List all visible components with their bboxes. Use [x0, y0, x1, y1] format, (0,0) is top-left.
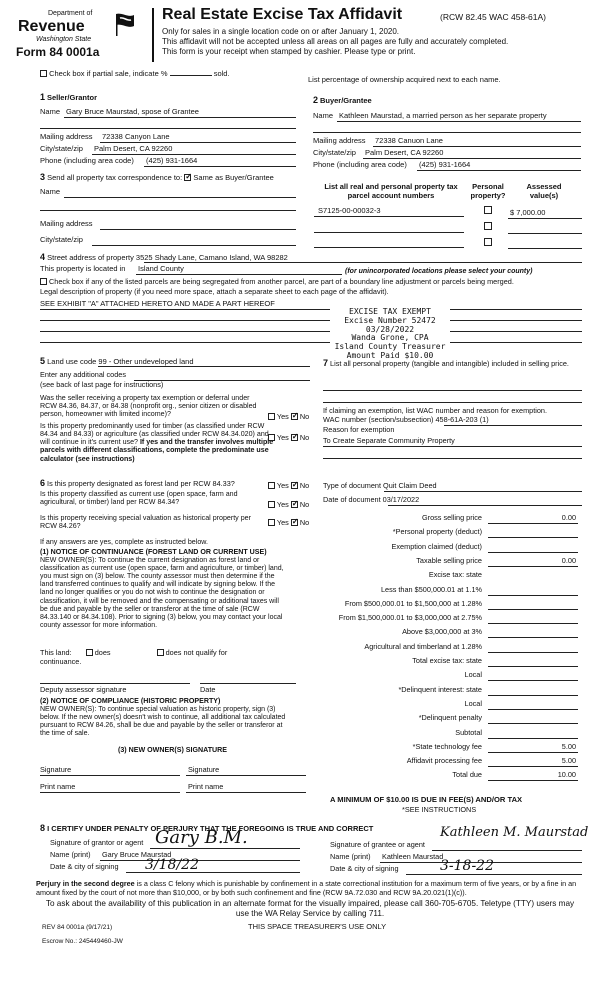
- see-back-note: (see back of last page for instructions): [40, 380, 164, 389]
- tax-row-line: [488, 666, 578, 667]
- property-street-row: 4 Street address of property 3525 Shady Lane, Camano Island, WA 98282: [40, 252, 288, 262]
- header-divider: [152, 8, 154, 62]
- doc-date-field[interactable]: 03/17/2022: [382, 495, 420, 504]
- tax-row-label: Total due: [452, 770, 482, 779]
- notice2-title: (2) NOTICE OF COMPLIANCE (HISTORIC PROPERTY): [40, 697, 221, 705]
- tax-row-label: Gross selling price: [421, 513, 482, 522]
- personal-property-checkbox-1[interactable]: [484, 206, 492, 214]
- seller-heading: 1 Seller/Grantor: [40, 92, 97, 102]
- located-field[interactable]: Island County: [138, 264, 184, 273]
- corr-city-label: City/state/zip: [40, 235, 83, 244]
- see-instructions: *SEE INSTRUCTIONS: [402, 805, 477, 814]
- legal-line-4: [40, 342, 330, 343]
- tax-row-label: From $500,000.01 to $1,500,000 at 1.28%: [344, 599, 482, 608]
- tax-row-value[interactable]: 5.00: [561, 756, 576, 765]
- buyer-heading: 2 Buyer/Grantee: [313, 95, 372, 105]
- personal-property-checkbox-3[interactable]: [484, 238, 492, 246]
- tax-row-label: *State technology fee: [412, 742, 482, 751]
- additional-codes-label: Enter any additional codes: [40, 370, 126, 379]
- tax-row-value[interactable]: 0.00: [561, 513, 576, 522]
- exemption-no-checkbox[interactable]: [291, 413, 298, 420]
- exemption-yn: Yes ✓ No: [268, 413, 309, 421]
- located-note: (for unincorporated locations please select your county): [345, 268, 533, 275]
- notice1-body: NEW OWNER(S): To continue the current designation as forest land or classification as current use (open space, farm and agriculture, or timber) land, you must sign on (3) below. The county assessor must then determine if the land transferred continues to qualify and will indicate by signing below. If the land no longer qualifies or you do not wish to continue the designation or classification, it will be removed and the compensating or additional taxes will be due and payable by the seller or transferor at the time of sale (RCW 84.33.140 or 84.34.108). Prior to signing (3) below, you may contact your local county assessor for more information.: [40, 557, 284, 629]
- ownership-note: List percentage of ownership acquired next to each name.: [308, 75, 501, 84]
- buyer-city-label: City/state/zip: [313, 148, 356, 157]
- timber-question: Is this property predominantly used for timber (as classified under RCW 84.34 and 84.33) or agriculture (as classified under RCW 84.34.020) and will continue in it's current use? If yes and the transfer involves multiple parcels with different classifications, complete the predominate use calculator (see instructions): [40, 422, 274, 463]
- historic-yes-checkbox[interactable]: [268, 519, 275, 526]
- flag-icon: [114, 12, 136, 36]
- deputy-date-label: Date: [200, 685, 216, 694]
- new-owner-sig-line-1[interactable]: [40, 775, 180, 776]
- forest-yes-checkbox[interactable]: [268, 482, 275, 489]
- form-title: Real Estate Excise Tax Affidavit: [162, 6, 403, 23]
- tax-row-line: [488, 723, 578, 724]
- notice2-body: NEW OWNER(S): To continue special valuation as historic property, sign (3) below. If the new owner(s) doesn't wish to continue, all additional tax calculated pursuant to RCW 84.26, shall be due and payable by the seller or transferor at the time of sale.: [40, 706, 286, 738]
- buyer-mail-line: [373, 146, 581, 147]
- grantor-date-line: [126, 872, 300, 873]
- personal-property-row: 7 List all personal property (tangible and intangible) included in selling price.: [323, 358, 569, 368]
- historic-question: Is this property receiving special valuation as historical property per RCW 84.26?: [40, 514, 251, 531]
- print-name-label-1: Print name: [40, 782, 76, 791]
- personal-property-checkbox-2[interactable]: [484, 222, 492, 230]
- tax-row-value[interactable]: 0.00: [561, 556, 576, 565]
- tax-row-line: [488, 595, 578, 596]
- current-use-question: Is this property classified as current use (open space, farm and agricultural, or timber) land per RCW 84.34?: [40, 490, 238, 507]
- tax-row-line: [488, 652, 578, 653]
- state-name: Washington State: [36, 36, 92, 43]
- seller-name-label: Name: [40, 107, 61, 116]
- corr-city-line[interactable]: [92, 245, 296, 246]
- buyer-mail-field[interactable]: 72338 Canuon Lane: [375, 136, 443, 145]
- tax-row-label: Local: [464, 670, 482, 679]
- tax-row-value[interactable]: 5.00: [561, 742, 576, 751]
- grantee-sig-line: [432, 850, 582, 851]
- grantee-date-field[interactable]: 3-18-22: [440, 858, 494, 874]
- legal-description[interactable]: SEE EXHIBIT "A" ATTACHED HERETO AND MADE A PART HEREOF: [40, 299, 275, 308]
- grantor-signature[interactable]: Gary B.M.: [155, 827, 248, 848]
- tax-row-line: [488, 695, 578, 696]
- tax-row-label: Affidavit processing fee: [406, 756, 482, 765]
- tax-row-label: Above $3,000,000 at 3%: [402, 627, 482, 636]
- corr-mail-label: Mailing address: [40, 219, 93, 228]
- corr-name-label: Name: [40, 187, 61, 196]
- buyer-name-label: Name: [313, 111, 334, 120]
- doc-date-line: [388, 505, 582, 506]
- exemption-question: Was the seller receiving a property tax exemption or deferral under RCW 84.36, 84.37, or 84.38 (nonprofit org., senior citizen or disabled person, homeowner with limited income)?: [40, 394, 257, 419]
- print-name-line-1[interactable]: [40, 792, 180, 793]
- grantor-sig-label: Signature of grantor or agent: [50, 838, 144, 847]
- reason-field[interactable]: To Create Separate Community Property: [323, 436, 455, 445]
- value-line-3[interactable]: [508, 248, 582, 249]
- located-line: [136, 274, 342, 275]
- grantee-name-label: Name (print): [330, 852, 371, 861]
- partial-sale-label: Check box if partial sale, indicate %: [49, 69, 168, 78]
- grantor-name-label: Name (print): [50, 850, 91, 859]
- tax-row-line: [488, 637, 578, 638]
- tax-row-label: Subtotal: [455, 728, 482, 737]
- reason-line: [323, 446, 582, 447]
- perjury-notice: Perjury in the second degree is a class C felony which is punishable by confinement in a state correctional institution for a maximum term of five years, or by a fine in an amount fixed by the court of not more than $10,000, or by both such confinement and fine (RCW 9A.72.030 and RCW 9A.20.021(1)(c)).: [36, 879, 577, 897]
- wac-row: WAC number (section/subsection) 458-61A-203 (1): [323, 415, 489, 424]
- doc-type-field[interactable]: Quit Claim Deed: [383, 481, 437, 490]
- tax-row-label: Taxable selling price: [416, 556, 482, 565]
- header-line-2: This affidavit will not be accepted unless all areas on all pages are fully and accurately completed.: [162, 37, 509, 46]
- tax-row-label: Total excise tax: state: [412, 656, 482, 665]
- grantee-date-label: Date & city of signing: [330, 864, 399, 873]
- grantee-date-line: [406, 874, 582, 875]
- parcel-line-2[interactable]: [314, 232, 464, 233]
- buyer-phone-line: [417, 170, 581, 171]
- accessibility-note: To ask about the availability of this publication in an alternate format for the visually impaired, please call 360-705-6705. Teletype (TTY) users may use the WA Relay Service by calling 711.: [45, 899, 575, 919]
- land-does-not-checkbox[interactable]: [157, 649, 164, 656]
- header-line-3: This form is your receipt when stamped by cashier. Please type or print.: [162, 47, 416, 56]
- tax-row-label: Exemption claimed (deduct): [391, 542, 482, 551]
- buyer-city-line: [363, 158, 581, 159]
- certify-heading: 8 I CERTIFY UNDER PENALTY OF PERJURY THAT THE FOREGOING IS TRUE AND CORRECT: [40, 823, 374, 833]
- notice3-title: (3) NEW OWNER(S) SIGNATURE: [118, 746, 228, 754]
- exemption-claim-note: If claiming an exemption, list WAC number and reason for exemption.: [323, 406, 548, 415]
- parcels-col-header: List all real and personal property tax parcel account numbers: [324, 182, 458, 200]
- buyer-mail-label: Mailing address: [313, 136, 366, 145]
- legal-line-4r: [450, 342, 582, 343]
- buyer-name-line: [337, 121, 581, 122]
- deputy-label: Deputy assessor signature: [40, 685, 127, 694]
- seller-name-field[interactable]: Gary Bruce Maurstad, spose of Grantee: [66, 107, 199, 116]
- historic-yn: Yes ✓ No: [268, 519, 309, 527]
- seller-city-label: City/state/zip: [40, 144, 83, 153]
- assessed-value-1[interactable]: $ 7,000.00: [510, 208, 546, 217]
- personal-line-2[interactable]: [323, 402, 582, 403]
- seller-name-line-2: [40, 128, 296, 129]
- legal-line-2r: [450, 320, 582, 321]
- grantee-name-field[interactable]: Kathleen Maurstad: [382, 852, 444, 861]
- grantor-date-field[interactable]: 3/18/22: [145, 857, 199, 873]
- treasurer-use: THIS SPACE TREASURER'S USE ONLY: [248, 922, 387, 931]
- legal-line-1: [40, 309, 582, 310]
- print-name-line-2[interactable]: [186, 792, 306, 793]
- exemption-yes-checkbox[interactable]: [268, 413, 275, 420]
- current-use-no-checkbox[interactable]: [291, 501, 298, 508]
- buyer-phone-field[interactable]: (425) 931-1664: [419, 160, 471, 169]
- seller-city-line: [92, 154, 296, 155]
- seller-phone-line: [144, 166, 296, 167]
- rcw-reference: (RCW 82.45 WAC 458-61A): [440, 12, 546, 22]
- grantor-date-label: Date & city of signing: [50, 862, 119, 871]
- wac-field[interactable]: 458-61A-203 (1): [435, 415, 489, 424]
- buyer-phone-label: Phone (including area code): [313, 160, 407, 169]
- minimum-due-note: A MINIMUM OF $10.00 IS DUE IN FEE(S) AND/OR TAX: [330, 795, 523, 804]
- reason-label: Reason for exemption: [323, 425, 395, 434]
- grantor-name-line: [100, 860, 300, 861]
- tax-row-line: [488, 609, 578, 610]
- new-owner-sig-line-2[interactable]: [186, 775, 306, 776]
- landuse-row: 5 Land use code 99 - Other undeveloped land: [40, 356, 194, 366]
- doc-type-row: Type of document Quit Claim Deed: [323, 481, 437, 490]
- tax-row-label: *Delinquent interest: state: [398, 685, 482, 694]
- tax-row-label: From $1,500,000.01 to $3,000,000 at 2.75%: [338, 613, 482, 622]
- print-name-label-2: Print name: [188, 782, 224, 791]
- wac-line: [444, 425, 582, 426]
- escrow-number: Escrow No.: 245449460-JW: [42, 938, 123, 945]
- landuse-field[interactable]: 99 - Other undeveloped land: [98, 357, 194, 366]
- landuse-line: [98, 366, 310, 367]
- forest-question: 6 Is this property designated as forest land per RCW 84.33?: [40, 478, 235, 488]
- tax-row-line: [488, 766, 578, 767]
- excise-exempt-stamp: EXCISE TAX EXEMPT Excise Number 52472 03/28/2022 Wanda Grone, CPA Island County Treasurer Amount Paid $10.00: [330, 308, 450, 361]
- grantor-name-field[interactable]: Gary Bruce Maurstad: [102, 850, 172, 859]
- this-land-row: This land: does does not qualify for: [40, 648, 228, 657]
- partial-sale-checkbox[interactable]: [40, 70, 47, 77]
- street-line: [144, 262, 582, 263]
- tax-row-label: Less than $500,000.01 at 1.1%: [380, 585, 482, 594]
- tax-row-line: [488, 566, 578, 567]
- tax-row-line: [488, 680, 578, 681]
- deputy-sig-line[interactable]: [40, 683, 190, 684]
- tax-row-label: Agricultural and timberland at 1.28%: [364, 642, 482, 651]
- tax-row-line: [488, 537, 578, 538]
- located-label: This property is located in: [40, 264, 126, 273]
- grantee-sig-label: Signature of grantee or agent: [330, 840, 425, 849]
- segregated-checkbox[interactable]: [40, 278, 47, 285]
- tax-row-label: *Delinquent penalty: [418, 713, 482, 722]
- tax-row-label: Local: [464, 699, 482, 708]
- segregated-row: Check box if any of the listed parcels are being segregated from another parcel, are part of a boundary line adjustment or parcels being merged.: [40, 278, 514, 286]
- revision-label: REV 84 0001a (9/17/21): [42, 924, 113, 931]
- historic-no-checkbox[interactable]: [291, 519, 298, 526]
- tax-row-value[interactable]: 10.00: [557, 770, 576, 779]
- tax-row-line: [488, 552, 578, 553]
- current-use-yn: Yes ✓ No: [268, 501, 309, 509]
- legal-line-3: [40, 331, 330, 332]
- partial-sale-label-end: sold.: [213, 69, 230, 78]
- correspondence-row: 3 Send all property tax correspondence to: ✓ Same as Buyer/Grantee: [40, 172, 274, 183]
- tax-row-label: *Personal property (deduct): [392, 527, 482, 536]
- doc-date-row: Date of document 03/17/2022: [323, 495, 420, 504]
- partial-sale-row: [40, 70, 230, 79]
- value-line-1: [508, 218, 582, 219]
- legal-line-2: [40, 320, 330, 321]
- dept-small: Department of: [48, 10, 93, 17]
- tax-row-line: [488, 709, 578, 710]
- legal-line-3r: [450, 331, 582, 332]
- personal-property-col-header: Personal property?: [470, 182, 506, 200]
- continuance-label: continuance.: [40, 657, 82, 666]
- tax-row-line: [488, 523, 578, 524]
- seller-phone-field[interactable]: (425) 931-1664: [146, 156, 198, 165]
- buyer-name-field[interactable]: Kathleen Maurstad, a married person as her separate property: [339, 111, 547, 120]
- grantee-signature[interactable]: Kathleen M. Maurstad: [440, 825, 589, 840]
- value-line-2[interactable]: [508, 233, 582, 234]
- notice1-title: (1) NOTICE OF CONTINUANCE (FOREST LAND OR CURRENT USE): [40, 548, 267, 556]
- seller-city-field[interactable]: Palm Desert, CA 92260: [94, 144, 173, 153]
- tax-row-line: [488, 780, 578, 781]
- form-number: Form 84 0001a: [16, 45, 100, 59]
- partial-sale-percent-field[interactable]: [170, 75, 212, 76]
- tax-row-line: [488, 623, 578, 624]
- corr-mail-line[interactable]: [100, 229, 296, 230]
- seller-mail-label: Mailing address: [40, 132, 93, 141]
- timber-yes-checkbox[interactable]: [268, 434, 275, 441]
- current-use-yes-checkbox[interactable]: [268, 501, 275, 508]
- same-as-buyer-checkbox[interactable]: [184, 174, 191, 181]
- buyer-name-line-2: [313, 132, 581, 133]
- parcel-line-1: [314, 216, 464, 217]
- grantor-sig-line: [150, 848, 300, 849]
- buyer-city-field[interactable]: Palm Desert, CA 92260: [365, 148, 444, 157]
- forest-no-checkbox[interactable]: [291, 482, 298, 489]
- seller-phone-label: Phone (including area code): [40, 156, 134, 165]
- forest-yn: Yes ✓ No: [268, 482, 309, 490]
- header-line-1: Only for sales in a single location code on or after January 1, 2020.: [162, 27, 400, 36]
- assessed-value-col-header: Assessed value(s): [526, 182, 562, 200]
- property-street-field[interactable]: 3525 Shady Lane, Camano Island, WA 98282: [135, 253, 288, 262]
- signature-label-2: Signature: [188, 765, 220, 774]
- parcel-number-1[interactable]: S7125-00-00032-3: [318, 206, 381, 215]
- deputy-date-line[interactable]: [200, 683, 296, 684]
- corr-name-line[interactable]: [64, 197, 296, 198]
- dept-big: Revenue: [18, 18, 85, 35]
- doc-type-line: [384, 491, 582, 492]
- tax-row-label: Excise tax: state: [428, 570, 482, 579]
- seller-mail-line: [100, 142, 296, 143]
- land-does-checkbox[interactable]: [86, 649, 93, 656]
- seller-name-line: [64, 117, 296, 118]
- reason-line-2: [323, 458, 582, 459]
- timber-yn: Yes ✓ No: [268, 434, 309, 442]
- tax-row-line: [488, 752, 578, 753]
- parcel-line-3[interactable]: [314, 247, 464, 248]
- timber-no-checkbox[interactable]: [291, 434, 298, 441]
- answers-note: If any answers are yes, complete as instructed below.: [40, 538, 208, 546]
- personal-line-1[interactable]: [323, 390, 582, 391]
- tax-row-line: [488, 738, 578, 739]
- legal-instructions: Legal description of property (if you need more space, attach a separate sheet to each page of the affidavit).: [40, 287, 389, 296]
- signature-label-1: Signature: [40, 765, 72, 774]
- seller-mail-field[interactable]: 72338 Canyon Lane: [102, 132, 170, 141]
- corr-name-line-2: [40, 210, 296, 211]
